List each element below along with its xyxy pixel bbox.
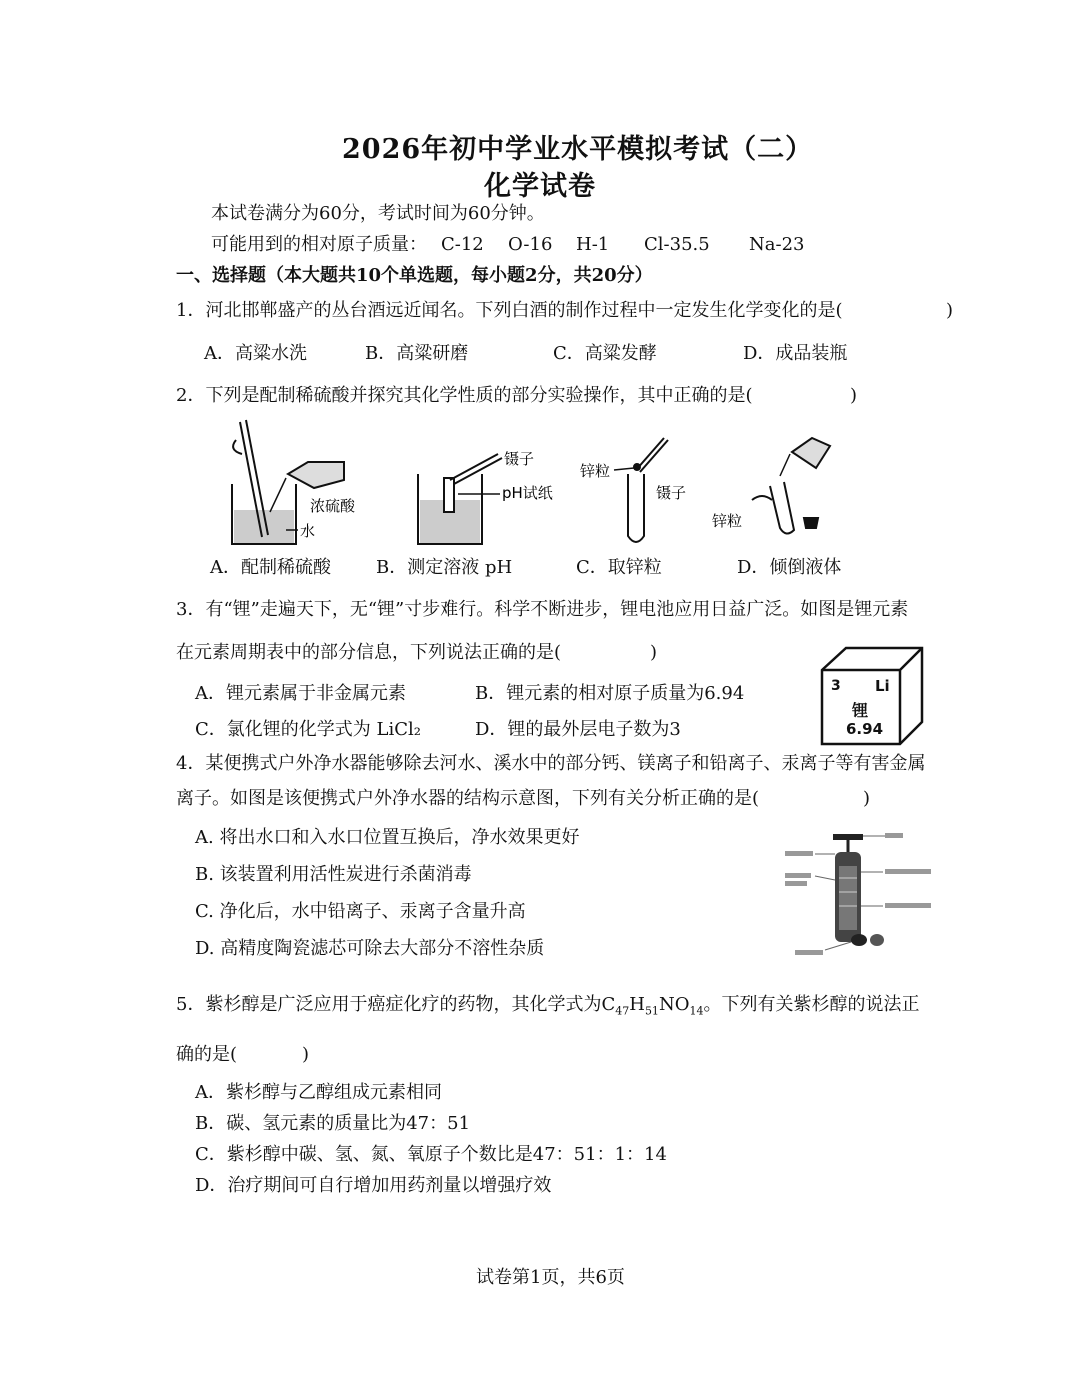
figure-b-ph-test (418, 454, 502, 544)
element-symbol: Li (875, 677, 890, 695)
q5-stem-suffix: 。下列有关紫杉醇的说法正 (703, 994, 920, 1015)
q2-figures (200, 412, 900, 552)
q1-option-b: B．高粱研磨 (365, 343, 469, 364)
label-water: 水 (300, 522, 316, 540)
q1-option-a: A．高粱水洗 (204, 343, 307, 364)
element-name: 锂 (852, 701, 869, 720)
q5-option-a: A．紫杉醇与乙醇组成元素相同 (195, 1082, 442, 1103)
question-3-stem-line1: 3．有“锂”走遍天下，无“锂”寸步难行。科学不断进步，锂电池应用日益广泛。如图是锂元素 (176, 599, 909, 620)
q3-option-a: A．锂元素属于非金属元素 (195, 683, 406, 704)
q3-option-c: C．氯化锂的化学式为 LiCl₂ (195, 719, 421, 740)
atomic-mass-o: O-16 (508, 234, 553, 255)
question-4-stem-line2: 离子。如图是该便携式户外净水器的结构示意图，下列有关分析正确的是( (176, 788, 760, 809)
label-ph-paper: pH试纸 (502, 484, 553, 502)
q1-option-c: C．高粱发酵 (553, 343, 657, 364)
atomic-mass-label: 可能用到的相对原子质量： (211, 234, 427, 255)
q4-option-d: D. 高精度陶瓷滤芯可除去大部分不溶性杂质 (195, 938, 545, 959)
element-mass: 6.94 (846, 720, 884, 738)
purifier-figure (785, 830, 945, 962)
exam-subtitle: 化学试卷 (484, 171, 596, 202)
q2-option-b: B．测定溶液 pH (376, 557, 513, 578)
atomic-mass-cl: Cl-35.5 (644, 234, 710, 255)
label-tweezers-c: 镊子 (656, 484, 687, 502)
question-5-paren: ) (302, 1044, 310, 1065)
question-4-stem-line1: 4．某便携式户外净水器能够除去河水、溪水中的部分钙、镁离子和铅离子、汞离子等有害金属 (176, 753, 926, 774)
question-1-stem: 1．河北邯郸盛产的丛台酒远近闻名。下列白酒的制作过程中一定发生化学变化的是( (176, 300, 843, 321)
exam-info: 本试卷满分为60分，考试时间为60分钟。 (211, 203, 545, 224)
question-3-paren: ) (650, 642, 658, 663)
q3-option-b: B．锂元素的相对原子质量为6.94 (475, 683, 745, 704)
question-2-paren: ) (850, 385, 858, 406)
figure-a-dilution (232, 420, 344, 544)
q2-option-c: C．取锌粒 (576, 557, 662, 578)
question-2-stem: 2．下列是配制稀硫酸并探究其化学性质的部分实验操作，其中正确的是( (176, 385, 753, 406)
q4-option-b: B. 该装置利用活性炭进行杀菌消毒 (195, 864, 472, 885)
q4-option-a: A. 将出水口和入水口位置互换后，净水效果更好 (195, 827, 580, 848)
atomic-mass-h: H-1 (576, 234, 610, 255)
label-zinc-d: 锌粒 (712, 512, 743, 530)
element-number: 3 (831, 678, 841, 694)
atomic-mass-na: Na-23 (749, 234, 805, 255)
q5-option-b: B．碳、氢元素的质量比为47：51 (195, 1113, 471, 1134)
q5-option-d: D．治疗期间可自行增加用药剂量以增强疗效 (195, 1175, 552, 1196)
page-footer: 试卷第1页，共6页 (476, 1267, 625, 1288)
question-4-paren: ) (863, 788, 871, 809)
label-tweezers-b: 镊子 (504, 450, 535, 468)
atomic-mass-c: C-12 (441, 234, 484, 255)
question-5-stem-line1 (176, 993, 919, 1024)
exam-title: 2026年初中学业水平模拟考试（二） (342, 134, 814, 165)
question-1-paren: ) (946, 300, 954, 321)
q5-option-c: C．紫杉醇中碳、氢、氮、氧原子个数比是47：51：1：14 (195, 1144, 667, 1165)
label-zinc-c: 锌粒 (580, 462, 611, 480)
q5-stem-prefix: 5．紫杉醇是广泛应用于癌症化疗的药物，其化学式为 (176, 994, 602, 1015)
question-5-stem-line2: 确的是( (176, 1044, 238, 1065)
figure-d-pour (752, 438, 830, 534)
q3-option-d: D．锂的最外层电子数为3 (475, 719, 681, 740)
q2-option-a: A．配制稀硫酸 (210, 557, 331, 578)
q4-option-c: C. 净化后，水中铅离子、汞离子含量升高 (195, 901, 526, 922)
question-3-stem-line2: 在元素周期表中的部分信息，下列说法正确的是( (176, 642, 562, 663)
section-heading: 一、选择题（本大题共10个单选题，每小题2分，共20分） (176, 265, 653, 286)
label-conc-acid: 浓硫酸 (310, 497, 356, 515)
q5-formula: $C_{47}H_{51}NO_{14}$ (601, 994, 704, 1018)
q2-option-d: D．倾倒液体 (737, 557, 842, 578)
q1-option-d: D．成品装瓶 (743, 343, 848, 364)
